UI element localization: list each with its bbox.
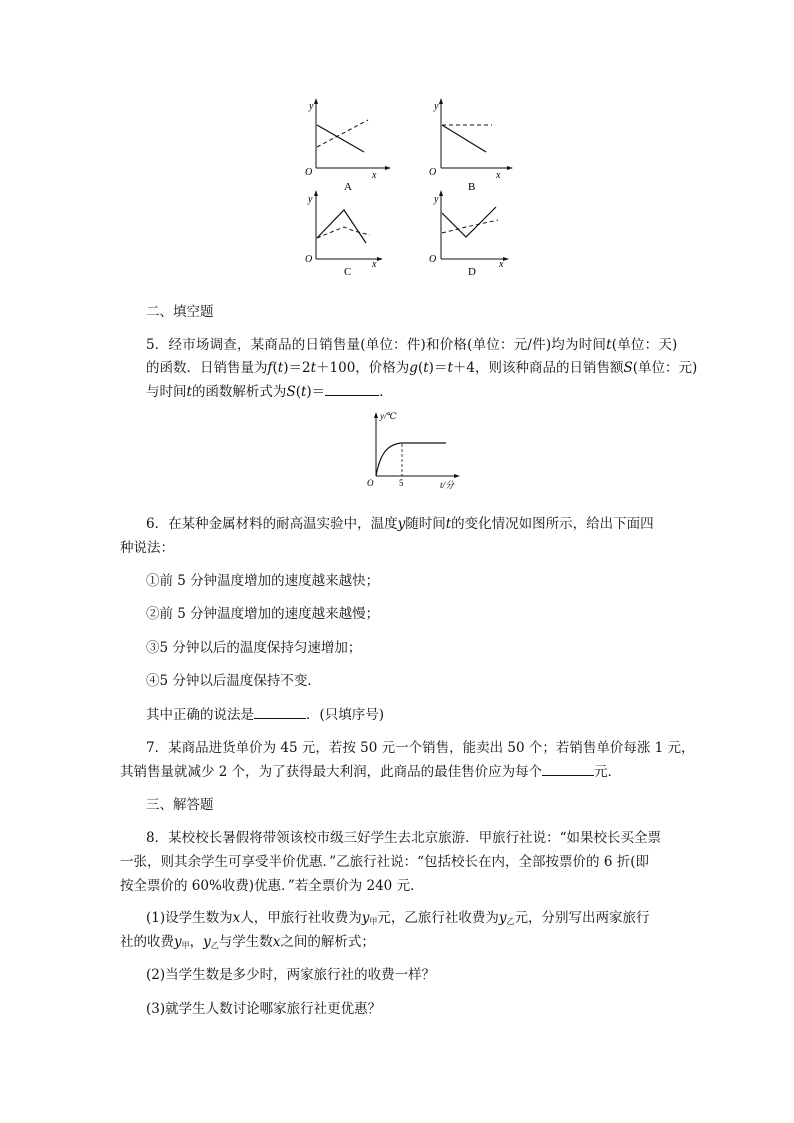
graph-d-label: D xyxy=(468,266,476,278)
q5-answer-blank[interactable] xyxy=(325,383,379,396)
q7-line-2: 其销售量就减少 2 个，为了获得最大利润，此商品的最佳售价应为每个 元． xyxy=(120,764,622,780)
graph-b xyxy=(429,98,513,193)
q8-line-3: 按全票价的 60%收费)优惠．”若全票价为 240 元． xyxy=(120,878,424,894)
temp-origin: O xyxy=(367,478,374,488)
graph-b-label: B xyxy=(468,181,476,193)
q5-line-3: 与时间t的函数解析式为S(t)＝ ． xyxy=(146,384,393,400)
q6-option-2: ②前 5 分钟温度增加的速度越来越慢； xyxy=(146,606,380,622)
graph-a-xlabel: x xyxy=(372,170,377,181)
graph-d-ylabel: y xyxy=(434,194,439,205)
graph-c-origin: O xyxy=(305,254,313,265)
graph-c-xlabel: x xyxy=(372,259,377,270)
graph-a-ylabel: y xyxy=(309,101,314,112)
temperature-figure xyxy=(362,408,462,490)
graph-d-origin: O xyxy=(429,254,437,265)
temp-ylabel: y/℃ xyxy=(380,411,397,421)
q6-line-2: 种说法： xyxy=(120,540,174,556)
graph-c-ylabel: y xyxy=(308,194,313,205)
section-2-title: 二、填空题 xyxy=(146,304,214,320)
q7-line-1: 7．某商品进货单价为 45 元，若按 50 元一个销售，能卖出 50 个；若销售单价每涨 1 元， xyxy=(146,740,695,756)
q8-line-1: 8．某校校长暑假将带领该校市级三好学生去北京旅游．甲旅行社说：“如果校长买全票 xyxy=(146,830,661,846)
q6-line-1: 6．在某种金属材料的耐高温实验中，温度y随时间t的变化情况如图所示，给出下面四 xyxy=(146,516,654,532)
graph-c-label: C xyxy=(344,266,352,278)
q6-answer: 其中正确的说法是 ．(只填序号) xyxy=(146,707,385,723)
q8-part-3: (3)就学生人数讨论哪家旅行社更优惠？ xyxy=(146,1001,382,1017)
graph-d-xlabel: x xyxy=(499,259,504,270)
graph-d xyxy=(429,190,509,278)
q8-line-2: 一张，则其余学生可享受半价优惠．”乙旅行社说：“包括校长在内，全部按票价的 6 折(即 xyxy=(120,854,649,870)
q7-answer-blank[interactable] xyxy=(542,763,594,776)
q8-part-1-line-1: (1)设学生数为x人，甲旅行社收费为$y_甲$元，乙旅行社收费为$y_乙$元，分别写出两家旅行 xyxy=(146,910,650,926)
graph-options-figure xyxy=(296,95,526,280)
q5-line-2: 的函数．日销售量为f(t)＝2t＋100，价格为g(t)＝t＋4，则该种商品的日销售额S(单位：元) xyxy=(146,360,698,376)
q6-option-1: ①前 5 分钟温度增加的速度越来越快； xyxy=(146,573,380,589)
q8-part-1-line-2: 社的收费$y_甲$，$y_乙$与学生数x之间的解析式； xyxy=(120,934,375,950)
q6-option-3: ③5 分钟以后的温度保持匀速增加； xyxy=(146,640,362,656)
q5-line-1: 5．经市场调查，某商品的日销售量(单位：件)和价格(单位：元/件)均为时间t(单位：天) xyxy=(146,337,678,353)
temp-xlabel: t/分 xyxy=(440,480,455,490)
graph-b-ylabel: y xyxy=(434,101,439,112)
q8-part-2: (2)当学生数是多少时，两家旅行社的收费一样？ xyxy=(146,967,436,983)
graph-c xyxy=(305,190,383,278)
section-3-title: 三、解答题 xyxy=(146,797,214,813)
graph-b-origin: O xyxy=(429,167,437,178)
graph-b-xlabel: x xyxy=(496,170,501,181)
graph-a-origin: O xyxy=(305,167,313,178)
graph-a xyxy=(305,98,391,193)
graph-a-label: A xyxy=(344,181,352,193)
temp-tick-5: 5 xyxy=(399,478,404,488)
q6-answer-blank[interactable] xyxy=(254,706,306,719)
q6-option-4: ④5 分钟以后温度保持不变． xyxy=(146,673,321,689)
